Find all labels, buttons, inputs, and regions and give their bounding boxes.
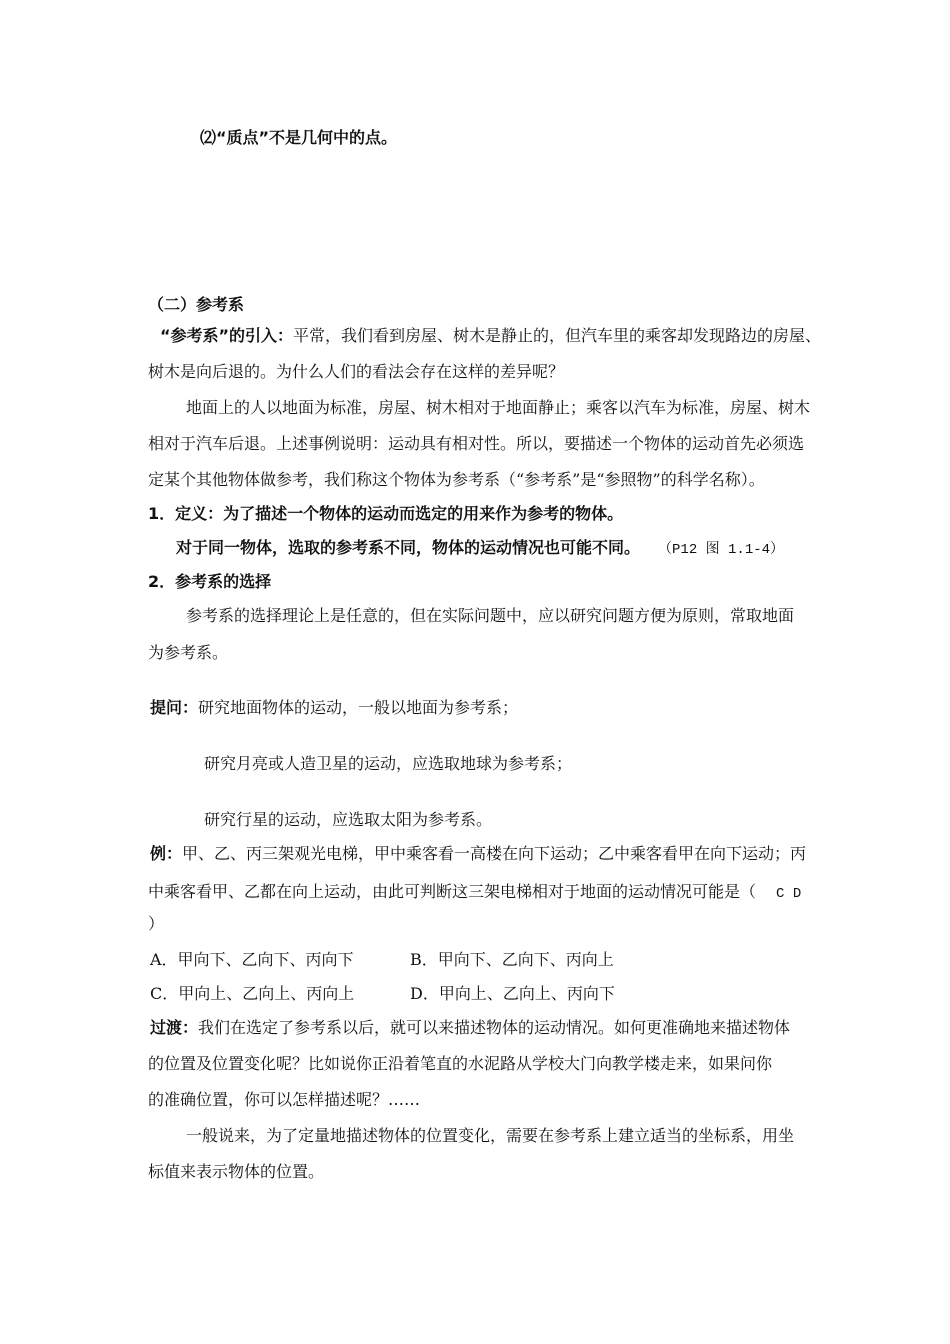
example-line-1 xyxy=(150,844,806,864)
option-c: C．甲向上、乙向上、丙向上 xyxy=(150,984,355,1003)
transition-text-1: 我们在选定了参考系以后，就可以来描述物体的运动情况。如何更准确地来描述物体 xyxy=(198,1018,791,1037)
question-line-3: 研究行星的运动，应选取太阳为参考系。 xyxy=(204,810,493,829)
choice-line-2: 为参考系。 xyxy=(148,643,229,662)
intro-label: “参考系”的引入： xyxy=(160,326,294,345)
transition-line-3: 的准确位置，你可以怎样描述呢？…… xyxy=(148,1090,421,1109)
example-close: ） xyxy=(148,914,165,933)
point-note: ⑵“质点”不是几何中的点。 xyxy=(200,128,398,147)
example-text-2: 中乘客看甲、乙都在向上运动，由此可判断这三架电梯相对于地面的运动情况可能是（ xyxy=(148,882,757,901)
option-b: B．甲向下、乙向下、丙向上 xyxy=(410,950,614,969)
question-line-1 xyxy=(150,698,518,718)
question-label: 提问： xyxy=(150,698,199,717)
closing-line-2: 标值来表示物体的位置。 xyxy=(148,1162,325,1181)
choice-line-1: 参考系的选择理论上是任意的，但在实际问题中，应以研究问题方便为原则，常取地面 xyxy=(186,606,795,625)
definition-note: 对于同一物体，选取的参考系不同，物体的运动情况也可能不同。 xyxy=(176,538,641,557)
para-line-3: 定某个其他物体做参考，我们称这个物体为参考系（“参考系”是“参照物”的科学名称）。 xyxy=(148,470,765,489)
option-d: D．甲向上、乙向上、丙向下 xyxy=(410,984,615,1003)
choice-heading: 2．参考系的选择 xyxy=(148,572,272,591)
definition: 1．定义：为了描述一个物体的运动而选定的用来作为参考的物体。 xyxy=(148,504,624,523)
intro-text-1: 平常，我们看到房屋、树木是静止的，但汽车里的乘客却发现路边的房屋、 xyxy=(293,326,822,345)
question-line-2: 研究月亮或人造卫星的运动，应选取地球为参考系； xyxy=(204,754,573,773)
example-answer: C D xyxy=(776,886,802,902)
example-label: 例： xyxy=(150,844,183,863)
question-text-1: 研究地面物体的运动，一般以地面为参考系； xyxy=(198,698,519,717)
option-a: A．甲向下、乙向下、丙向下 xyxy=(150,950,354,969)
para-line-1: 地面上的人以地面为标准，房屋、树木相对于地面静止；乘客以汽车为标准，房屋、树木 xyxy=(186,398,811,417)
transition-line-1 xyxy=(150,1018,790,1038)
figure-reference: （P12 图 1.1-4） xyxy=(658,542,785,558)
example-line-2 xyxy=(148,882,801,904)
closing-line-1: 一般说来，为了定量地描述物体的位置变化，需要在参考系上建立适当的坐标系，用坐 xyxy=(186,1126,795,1145)
transition-label: 过渡： xyxy=(150,1018,199,1037)
definition-note-line xyxy=(176,538,784,560)
intro-line-1 xyxy=(160,326,821,346)
transition-line-2: 的位置及位置变化呢？比如说你正沿着笔直的水泥路从学校大门向教学楼走来，如果问你 xyxy=(148,1054,773,1073)
section-heading: （二）参考系 xyxy=(148,295,245,314)
para-line-2: 相对于汽车后退。上述事例说明：运动具有相对性。所以，要描述一个物体的运动首先必须选 xyxy=(148,434,805,453)
example-text-1: 甲、乙、丙三架观光电梯，甲中乘客看一高楼在向下运动；乙中乘客看甲在向下运动；丙 xyxy=(182,844,807,863)
intro-line-2: 树木是向后退的。为什么人们的看法会存在这样的差异呢？ xyxy=(148,362,565,381)
